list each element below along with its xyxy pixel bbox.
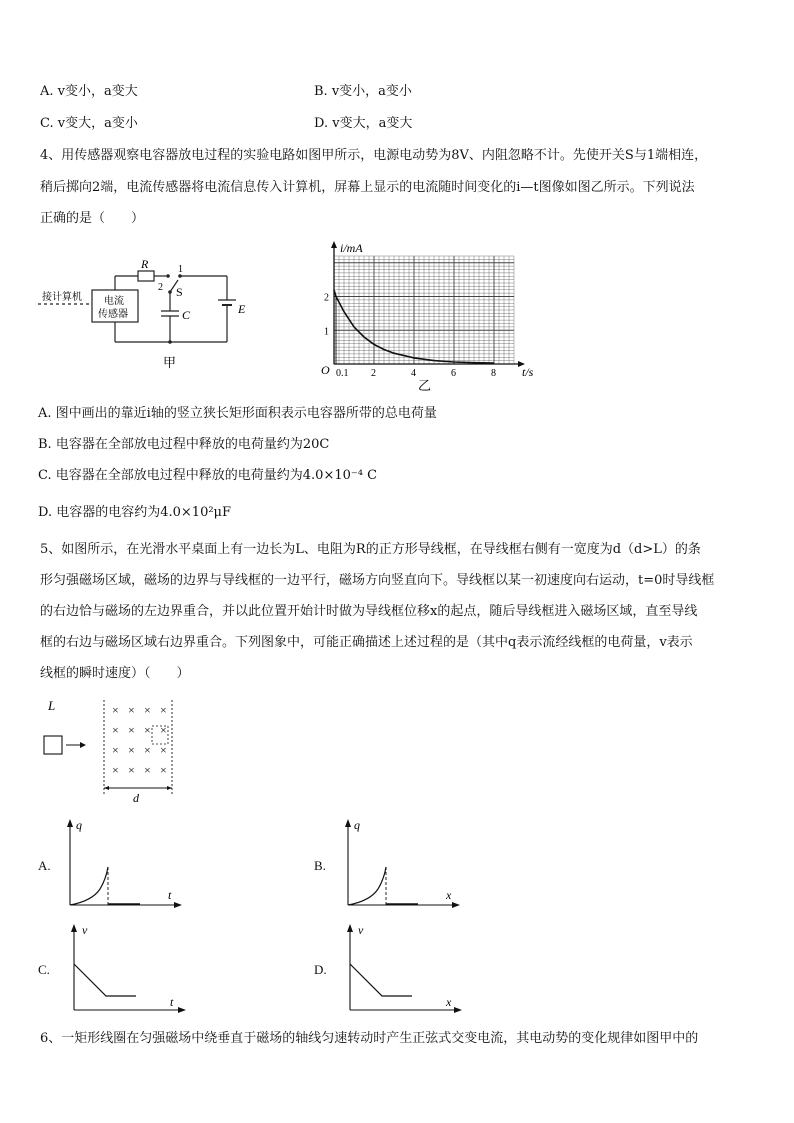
- field-cross: ×: [128, 763, 135, 777]
- width-arrow-left: [104, 786, 109, 790]
- figure-jia-caption: 甲: [163, 355, 177, 370]
- circuit-diagram: [30, 250, 270, 380]
- terminal-1-label: 1: [178, 264, 183, 275]
- y-tick-label: 2: [324, 292, 329, 304]
- graph-a-y-arrow: [67, 819, 73, 827]
- q5-stem-line-3: 的右边恰与磁场的左边界重合，并以此位置开始计时做为导线框位移x的起点，随后导线框进入磁场区域，直至导线: [40, 604, 698, 619]
- graph-b-x-label: x: [446, 888, 452, 902]
- q5-stem-line-4: 框的右边与磁场区域右边界重合。下列图象中，可能正确描述上述过程的是（其中q表示流经线框的电荷量，v表示: [40, 635, 693, 650]
- field-cross: ×: [160, 743, 167, 757]
- graph-d-line: [350, 964, 412, 996]
- field-cross: ×: [128, 743, 135, 757]
- graph-b-y-arrow: [345, 819, 351, 827]
- field-cross: ×: [160, 703, 167, 717]
- graph-a-y-label: q: [76, 818, 82, 832]
- q4-stem-line-2: 稍后掷向2端，电流传感器将电流信息传入计算机，屏幕上显示的电流随时间变化的i—t图像如图乙所示。下列说法: [40, 180, 695, 195]
- field-crosses: [112, 703, 168, 777]
- graph-d-v-x: [340, 920, 470, 1020]
- junction-dot: [168, 340, 172, 344]
- graph-c-x-arrow: [178, 1007, 186, 1013]
- graph-a-q-t: [60, 815, 190, 915]
- switch-pivot: [168, 290, 172, 294]
- q5-stem-line-2: 形匀强磁场区域，磁场的边界与导线框的一边平行，磁场方向竖直向下。导线框以某一初速度向右运动，t=0时导线框: [40, 573, 715, 588]
- battery-label: E: [238, 302, 246, 316]
- q5-stem-line-5: 线框的瞬时速度）（ ）: [40, 666, 190, 681]
- graph-d-y-label: v: [358, 923, 364, 937]
- x-tick-label: 4: [411, 368, 416, 379]
- q5-option-a-letter: A.: [38, 858, 51, 873]
- graph-c-line: [74, 964, 136, 996]
- to-computer-label: 接计算机: [42, 292, 82, 303]
- q5-option-d-letter: D.: [314, 962, 327, 977]
- x-tick-label: 2: [371, 368, 376, 379]
- field-cross: ×: [112, 763, 119, 777]
- i-t-chart: [310, 240, 534, 393]
- x-tick-label: 8: [491, 368, 496, 379]
- graph-a-x-label: t: [168, 888, 172, 902]
- q3-option-a: A. v变小，a变大: [40, 84, 138, 99]
- field-cross: ×: [112, 703, 119, 717]
- graph-b-q-x: [338, 815, 468, 915]
- graph-c-v-t: [64, 920, 194, 1020]
- field-cross: ×: [144, 743, 151, 757]
- q4-stem-line-1: 4、用传感器观察电容器放电过程的实验电路如图甲所示，电源电动势为8V、内阻忽略不计。先使开关S与1端相连，: [40, 148, 708, 163]
- sensor-label-2: 传感器: [98, 309, 128, 320]
- field-cross: ×: [128, 703, 135, 717]
- field-width-label: d: [133, 791, 139, 805]
- graph-c-y-arrow: [71, 924, 77, 932]
- graph-d-y-arrow: [347, 924, 353, 932]
- q4-option-b: B. 电容器在全部放电过程中释放的电荷量约为20C: [38, 437, 330, 452]
- q6-stem-line-1: 6、一矩形线圈在匀强磁场中绕垂直于磁场的轴线匀速转动时产生正弦式交变电流，其电动势的变化规律如图甲中的: [40, 1031, 699, 1046]
- graph-d-x-label: x: [446, 995, 452, 1009]
- origin-label: O: [321, 363, 330, 377]
- graph-a-x-arrow: [174, 902, 182, 908]
- x-tick-label: 6: [451, 368, 456, 379]
- q5-stem-line-1: 5、如图所示，在光滑水平桌面上有一边长为L、电阻为R的正方形导线框，在导线框右侧有一宽度为d（d>L）的条: [40, 542, 701, 557]
- x-tick-label: 0.1: [336, 368, 349, 379]
- y-axis-arrow: [331, 241, 337, 248]
- field-cross: ×: [144, 763, 151, 777]
- graph-d-x-arrow: [454, 1007, 462, 1013]
- square-wire-frame: [44, 736, 62, 754]
- field-cross: ×: [160, 723, 167, 737]
- field-cross: ×: [112, 743, 119, 757]
- q3-option-b: B. v变小，a变小: [314, 84, 412, 99]
- x-axis-label: t/s: [522, 365, 534, 379]
- resistor-r: [138, 271, 154, 281]
- q5-option-c-letter: C.: [38, 962, 50, 977]
- field-cross: ×: [144, 703, 151, 717]
- field-cross: ×: [128, 723, 135, 737]
- q5-option-b-letter: B.: [314, 858, 326, 873]
- y-axis-label: i/mA: [340, 241, 363, 255]
- resistor-label: R: [141, 257, 149, 271]
- switch-label: S: [176, 285, 183, 299]
- graph-c-y-label: v: [82, 923, 88, 937]
- graph-a-curve: [70, 867, 108, 905]
- q4-option-c: C. 电容器在全部放电过程中释放的电荷量约为4.0×10⁻⁴ C: [38, 468, 378, 483]
- velocity-arrow-head: [80, 742, 86, 748]
- graph-b-y-label: q: [354, 818, 360, 832]
- y-tick-label: 1: [324, 326, 329, 338]
- width-arrow-right: [167, 786, 172, 790]
- q3-option-d: D. v变大，a变大: [314, 116, 413, 131]
- terminal-2-label: 2: [158, 282, 163, 293]
- chart-grid: [334, 256, 514, 364]
- q4-option-d: D. 电容器的电容约为4.0×10²μF: [38, 505, 232, 520]
- terminal-2-dot: [166, 274, 170, 278]
- graph-c-x-label: t: [170, 995, 174, 1009]
- capacitor-label: C: [182, 308, 191, 322]
- graph-b-x-arrow: [452, 902, 460, 908]
- q4-option-a: A. 图中画出的靠近i轴的竖立狭长矩形面积表示电容器所带的总电荷量: [38, 406, 437, 421]
- field-cross: ×: [112, 723, 119, 737]
- q3-option-c: C. v变大，a变小: [40, 116, 138, 131]
- sensor-label-1: 电流: [104, 296, 124, 307]
- field-cross: ×: [144, 723, 151, 737]
- q4-stem-line-3: 正确的是（ ）: [40, 211, 145, 226]
- field-cross: ×: [160, 763, 167, 777]
- figure-yi-caption: 乙: [418, 378, 432, 393]
- graph-b-curve: [348, 867, 386, 905]
- frame-side-label: L: [48, 698, 56, 713]
- magnetic-field-figure: [36, 696, 196, 808]
